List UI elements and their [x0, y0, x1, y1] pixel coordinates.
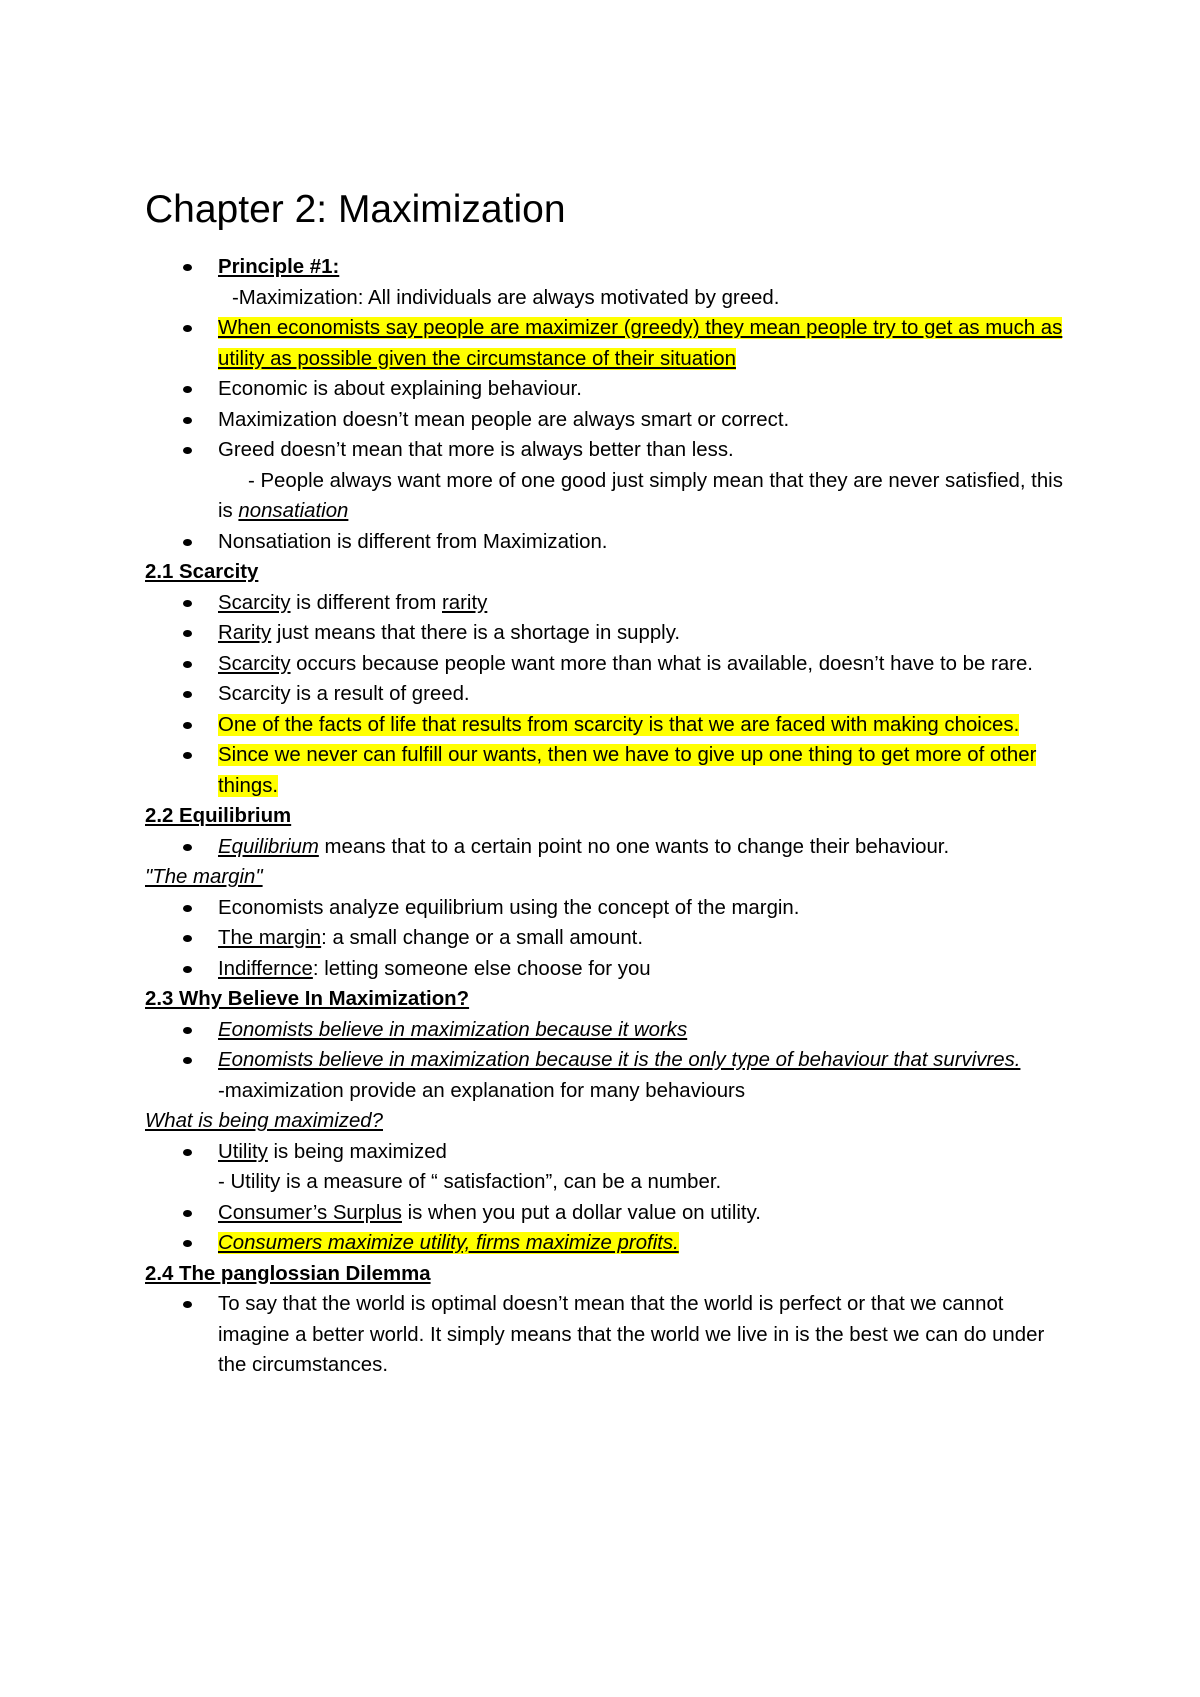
list-item — [145, 618, 1065, 649]
highlighted-text: Since we never can fulfill our wants, then we have to give up one thing to get more of other things. — [218, 744, 1037, 797]
bullet-icon — [183, 661, 192, 668]
section-heading-equilibrium: 2.2 Equilibrium — [145, 805, 292, 827]
list-item — [145, 1289, 1065, 1381]
list-item — [145, 679, 1065, 710]
principle-label: Principle #1: — [218, 256, 340, 278]
list-item — [145, 923, 1065, 954]
list-item-text: just means that there is a shortage in supply. — [271, 622, 681, 644]
utility-note-text: - Utility is a measure of “ satisfaction”, can be a number. — [218, 1171, 722, 1193]
term-indifference: Indiffernce — [218, 957, 313, 980]
highlighted-text: When economists say people are maximizer (greedy) they mean people try to get as much as utility as possible given the circumstance of their situation — [218, 317, 1063, 370]
list-item — [145, 1198, 1065, 1229]
list-item — [145, 374, 1065, 405]
principle-detail — [145, 283, 1065, 314]
list-item-text: Eonomists believe in maximization because it works — [218, 1018, 688, 1041]
term-the-margin: The margin — [218, 927, 322, 949]
bullet-icon — [183, 264, 192, 271]
list-item — [145, 435, 1065, 466]
why-note — [145, 1076, 1065, 1107]
list-item — [145, 954, 1065, 985]
section-heading-panglossian: 2.4 The panglossian Dilemma — [145, 1262, 431, 1285]
list-item — [145, 1045, 1065, 1076]
list-item-text: is different from — [290, 591, 442, 614]
list-item — [145, 1228, 1065, 1259]
highlighted-text: One of the facts of life that results from scarcity is that we are faced with making choices. — [218, 713, 1020, 736]
list-item — [145, 1015, 1065, 1046]
term-utility: Utility — [218, 1140, 268, 1163]
list-item — [145, 252, 1065, 283]
bullet-icon — [183, 539, 192, 546]
term-scarcity: Scarcity — [218, 591, 291, 614]
list-item — [145, 313, 1065, 374]
list-item-text: Economic is about explaining behaviour. — [218, 378, 582, 400]
bullet-icon — [183, 691, 192, 698]
list-item-text: is when you put a dollar value on utility. — [401, 1201, 761, 1224]
term-rarity: rarity — [442, 591, 488, 614]
term-equilibrium: Equilibrium — [218, 835, 319, 858]
list-item — [145, 893, 1065, 924]
list-item — [145, 649, 1065, 680]
bullet-icon — [183, 905, 192, 912]
list-item — [145, 832, 1065, 863]
list-item — [145, 1137, 1065, 1168]
list-item-text: : a small change or a small amount. — [321, 927, 644, 949]
bullet-icon — [183, 966, 192, 973]
list-item-text: occurs because people want more than what is available, doesn’t have to be rare. — [290, 652, 1033, 675]
bullet-icon — [183, 844, 192, 851]
term-consumer-surplus: Consumer’s Surplus — [218, 1201, 402, 1224]
list-item-text: Nonsatiation is different from Maximization. — [218, 530, 608, 553]
page-title: Chapter 2: Maximization — [145, 188, 566, 231]
list-item-text: Eonomists believe in maximization because it is the only type of behaviour that survivres. — [218, 1049, 1021, 1071]
bullet-icon — [183, 417, 192, 424]
list-item — [145, 588, 1065, 619]
bullet-icon — [183, 752, 192, 759]
principle-detail-text: -Maximization: All individuals are always motivated by greed. — [232, 286, 780, 309]
list-item-text: Greed doesn’t mean that more is always better than less. — [218, 439, 734, 461]
term-rarity: Rarity — [218, 622, 272, 644]
document-page — [145, 0, 1065, 1697]
list-item — [145, 710, 1065, 741]
list-item-text: means that to a certain point no one wants to change their behaviour. — [318, 835, 950, 858]
bullet-icon — [183, 722, 192, 729]
list-item-text: is being maximized — [267, 1140, 447, 1163]
list-item-text: Economists analyze equilibrium using the concept of the margin. — [218, 896, 800, 919]
bullet-icon — [183, 386, 192, 393]
subheading-the-margin: "The margin" — [145, 866, 263, 888]
nonsatiation-note — [145, 466, 1065, 527]
list-item — [145, 740, 1065, 801]
bullet-icon — [183, 1210, 192, 1217]
why-note-text: -maximization provide an explanation for many behaviours — [218, 1079, 746, 1102]
subheading-what-maximized: What is being maximized? — [145, 1110, 383, 1132]
nonsatiation-term: nonsatiation — [238, 500, 349, 522]
document-body — [145, 252, 1065, 1381]
list-item — [145, 405, 1065, 436]
list-item-text: Maximization doesn’t mean people are always smart or correct. — [218, 408, 790, 431]
list-item-text: To say that the world is optimal doesn’t mean that the world is perfect or that we cannot imagine a better world. It simply means that the world we live in is the best we can do under the circumstances. — [218, 1293, 1045, 1376]
bullet-icon — [183, 935, 192, 942]
bullet-icon — [183, 1057, 192, 1064]
section-heading-scarcity: 2.1 Scarcity — [145, 561, 259, 583]
nonsatiation-note-text: - People always want more of one good just simply mean that they are never satisfied, this is — [218, 469, 1063, 522]
term-scarcity: Scarcity — [218, 652, 291, 675]
bullet-icon — [183, 325, 192, 332]
bullet-icon — [183, 1240, 192, 1247]
list-item-text: Scarcity is a result of greed. — [218, 683, 470, 705]
bullet-icon — [183, 1301, 192, 1308]
list-item-text: : letting someone else choose for you — [312, 957, 651, 980]
bullet-icon — [183, 447, 192, 454]
highlighted-text: Consumers maximize utility, firms maximize profits. — [218, 1232, 679, 1254]
bullet-icon — [183, 600, 192, 607]
list-item — [145, 527, 1065, 558]
section-heading-why: 2.3 Why Believe In Maximization? — [145, 988, 470, 1010]
bullet-icon — [183, 630, 192, 637]
utility-note — [145, 1167, 1065, 1198]
bullet-icon — [183, 1027, 192, 1034]
bullet-icon — [183, 1149, 192, 1156]
